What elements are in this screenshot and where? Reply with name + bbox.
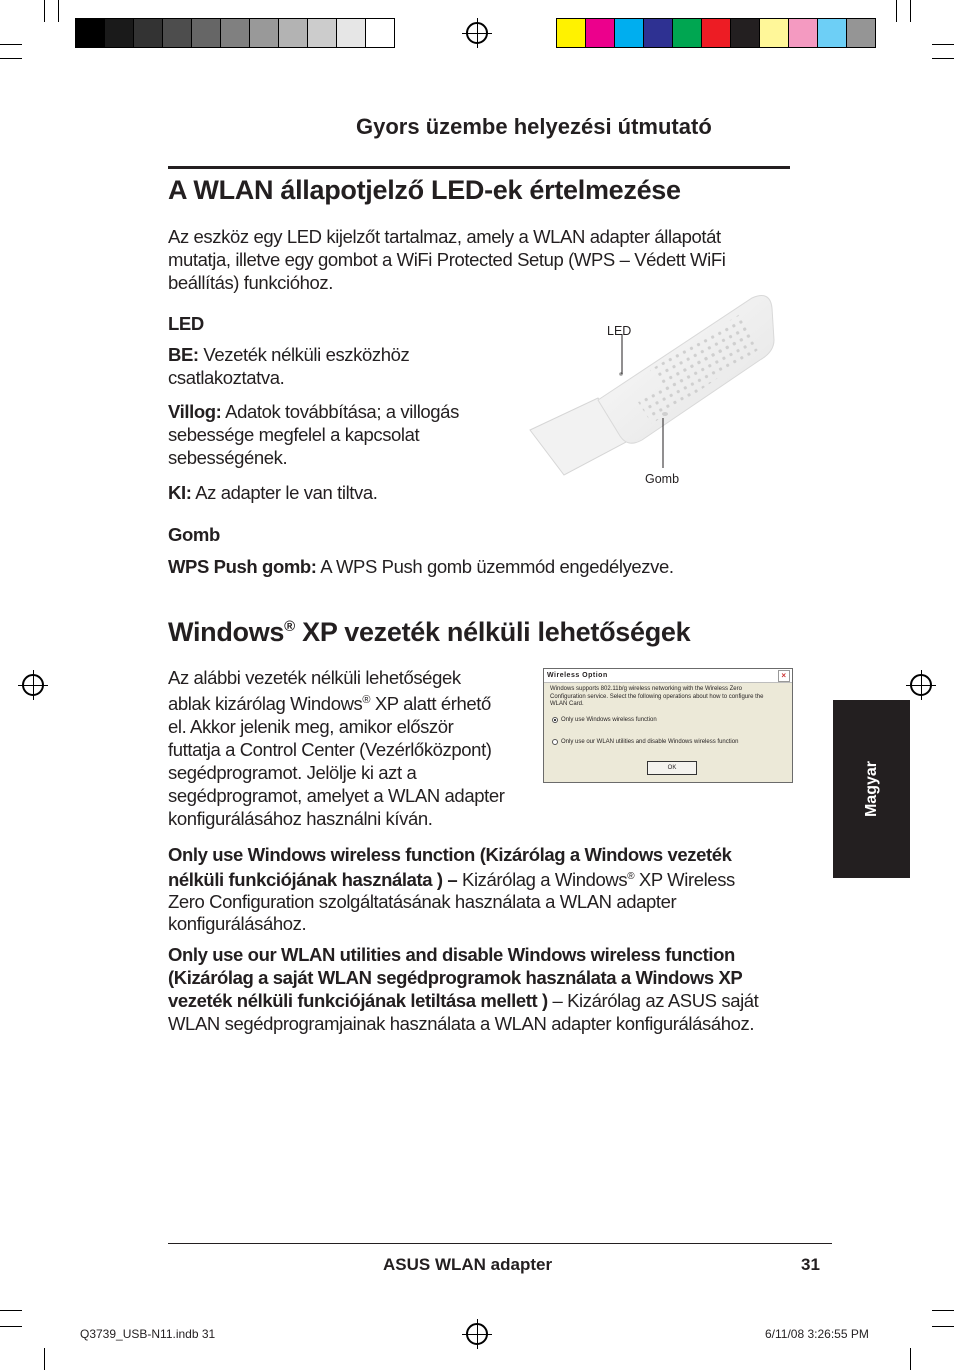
led-heading: LED [168, 313, 204, 334]
dialog-message: Windows supports 802.11b/g wireless networking with the Wireless Zero Configuration service. Select the following operations about how to configure the WLAN Card. [550, 686, 764, 707]
gray-swatch [250, 19, 279, 47]
ok-button[interactable]: OK [647, 761, 697, 775]
section1-intro: Az eszköz egy LED kijelzőt tartalmaz, amely a WLAN adapter állapotát mutatja, illetve egy gombot a WiFi Protected Setup (WPS – Védett WiFi beállítás) funkcióhoz. [168, 226, 726, 293]
crop-mark [0, 1326, 22, 1327]
footer-rule [168, 1243, 832, 1244]
slug-timestamp: 6/11/08 3:26:55 PM [765, 1327, 869, 1341]
led-blink-description: Villog: Adatok továbbítása; a villogás sebessége megfelel a kapcsolat sebességének. [168, 401, 459, 468]
button-heading: Gomb [168, 524, 220, 545]
language-tab [833, 700, 910, 878]
gray-swatch [76, 19, 105, 47]
radio-selected-icon[interactable] [552, 717, 558, 723]
process-color-swatch [818, 19, 847, 47]
gray-swatch [134, 19, 163, 47]
registration-mark-icon [466, 22, 488, 44]
wps-button-description: WPS Push gomb: A WPS Push gomb üzemmód engedélyezve. [168, 556, 674, 577]
header-rule [168, 166, 790, 169]
wireless-option-dialog [543, 668, 793, 783]
process-color-swatch [586, 19, 615, 47]
slug-file-info: Q3739_USB-N11.indb 31 [80, 1327, 216, 1341]
radio-unselected-icon[interactable] [552, 739, 558, 745]
section-title-windows: Windows® XP vezeték nélküli lehetőségek [168, 617, 691, 647]
gray-swatch [163, 19, 192, 47]
process-color-bar [556, 18, 876, 48]
gray-swatch [279, 19, 308, 47]
grayscale-color-bar [75, 18, 395, 48]
crop-mark [932, 44, 954, 45]
crop-mark [44, 1348, 45, 1370]
crop-mark [58, 0, 59, 22]
process-color-swatch [731, 19, 760, 47]
crop-mark [0, 58, 22, 59]
dialog-option-windows[interactable]: Only use Windows wireless function [552, 717, 657, 723]
gray-swatch [221, 19, 250, 47]
gray-swatch [105, 19, 134, 47]
process-color-swatch [702, 19, 731, 47]
led-on-description: BE: Vezeték nélküli eszközhöz csatlakoztatva. [168, 344, 410, 388]
crop-mark [896, 0, 897, 22]
crop-mark [0, 1310, 22, 1311]
close-icon[interactable]: × [778, 670, 790, 682]
gray-swatch [308, 19, 337, 47]
process-color-swatch [847, 19, 875, 47]
led-off-description: KI: Az adapter le van tiltva. [168, 482, 378, 503]
registration-mark-icon [466, 1323, 488, 1345]
language-tab-label: Magyar [862, 760, 880, 818]
registration-mark-icon [910, 674, 932, 696]
dialog-option-wlan-utilities[interactable]: Only use our WLAN utilities and disable Windows wireless function [552, 739, 738, 745]
page-number: 31 [801, 1255, 820, 1274]
process-color-swatch [760, 19, 789, 47]
led-callout-label: LED [607, 324, 632, 338]
registration-mark-icon [22, 674, 44, 696]
crop-mark [0, 44, 22, 45]
process-color-swatch [644, 19, 673, 47]
footer-product: ASUS WLAN adapter [383, 1255, 553, 1274]
process-color-swatch [615, 19, 644, 47]
crop-mark [910, 1348, 911, 1370]
option2-description: Only use our WLAN utilities and disable Windows wireless function (Kizárólag a saját WLAN segédprogramok használata a Windows XP vezeték nélküli funkciójának letiltása mellett ) – Kizárólag az ASUS saját WLAN segédprogramjainak használata a WLAN adapter konfigurálásához. [168, 944, 759, 1034]
usb-adapter-illustration [520, 290, 790, 490]
button-callout-label: Gomb [645, 472, 680, 486]
crop-mark [910, 0, 911, 22]
running-header: Gyors üzembe helyezési útmutató [356, 114, 712, 139]
crop-mark [932, 58, 954, 59]
gray-swatch [366, 19, 394, 47]
option1-description: Only use Windows wireless function (Kizárólag a Windows vezeték nélküli funkciójának használata ) – Kizárólag a Windows® XP Wireless Zero Configuration szolgáltatásának használata a WLAN adapter konfigurálásához. [168, 844, 735, 935]
section2-intro: Az alábbi vezeték nélküli lehetőségek ablak kizárólag Windows® XP alatt érhető el. Akkor jelenik meg, amikor először futtatja a Control Center (Vezérlőközpont) segédprogramot. Jelölje ki azt a segédprogramot, amelyet a WLAN adapter konfigurálásához használni kíván. [168, 667, 505, 830]
process-color-swatch [557, 19, 586, 47]
dialog-title-bar: Wireless Option × [544, 669, 792, 683]
gray-swatch [337, 19, 366, 47]
crop-mark [932, 1310, 954, 1311]
gray-swatch [192, 19, 221, 47]
crop-mark [44, 0, 45, 22]
crop-mark [932, 1326, 954, 1327]
process-color-swatch [673, 19, 702, 47]
process-color-swatch [789, 19, 818, 47]
section-title-led: A WLAN állapotjelző LED-ek értelmezése [168, 175, 681, 205]
